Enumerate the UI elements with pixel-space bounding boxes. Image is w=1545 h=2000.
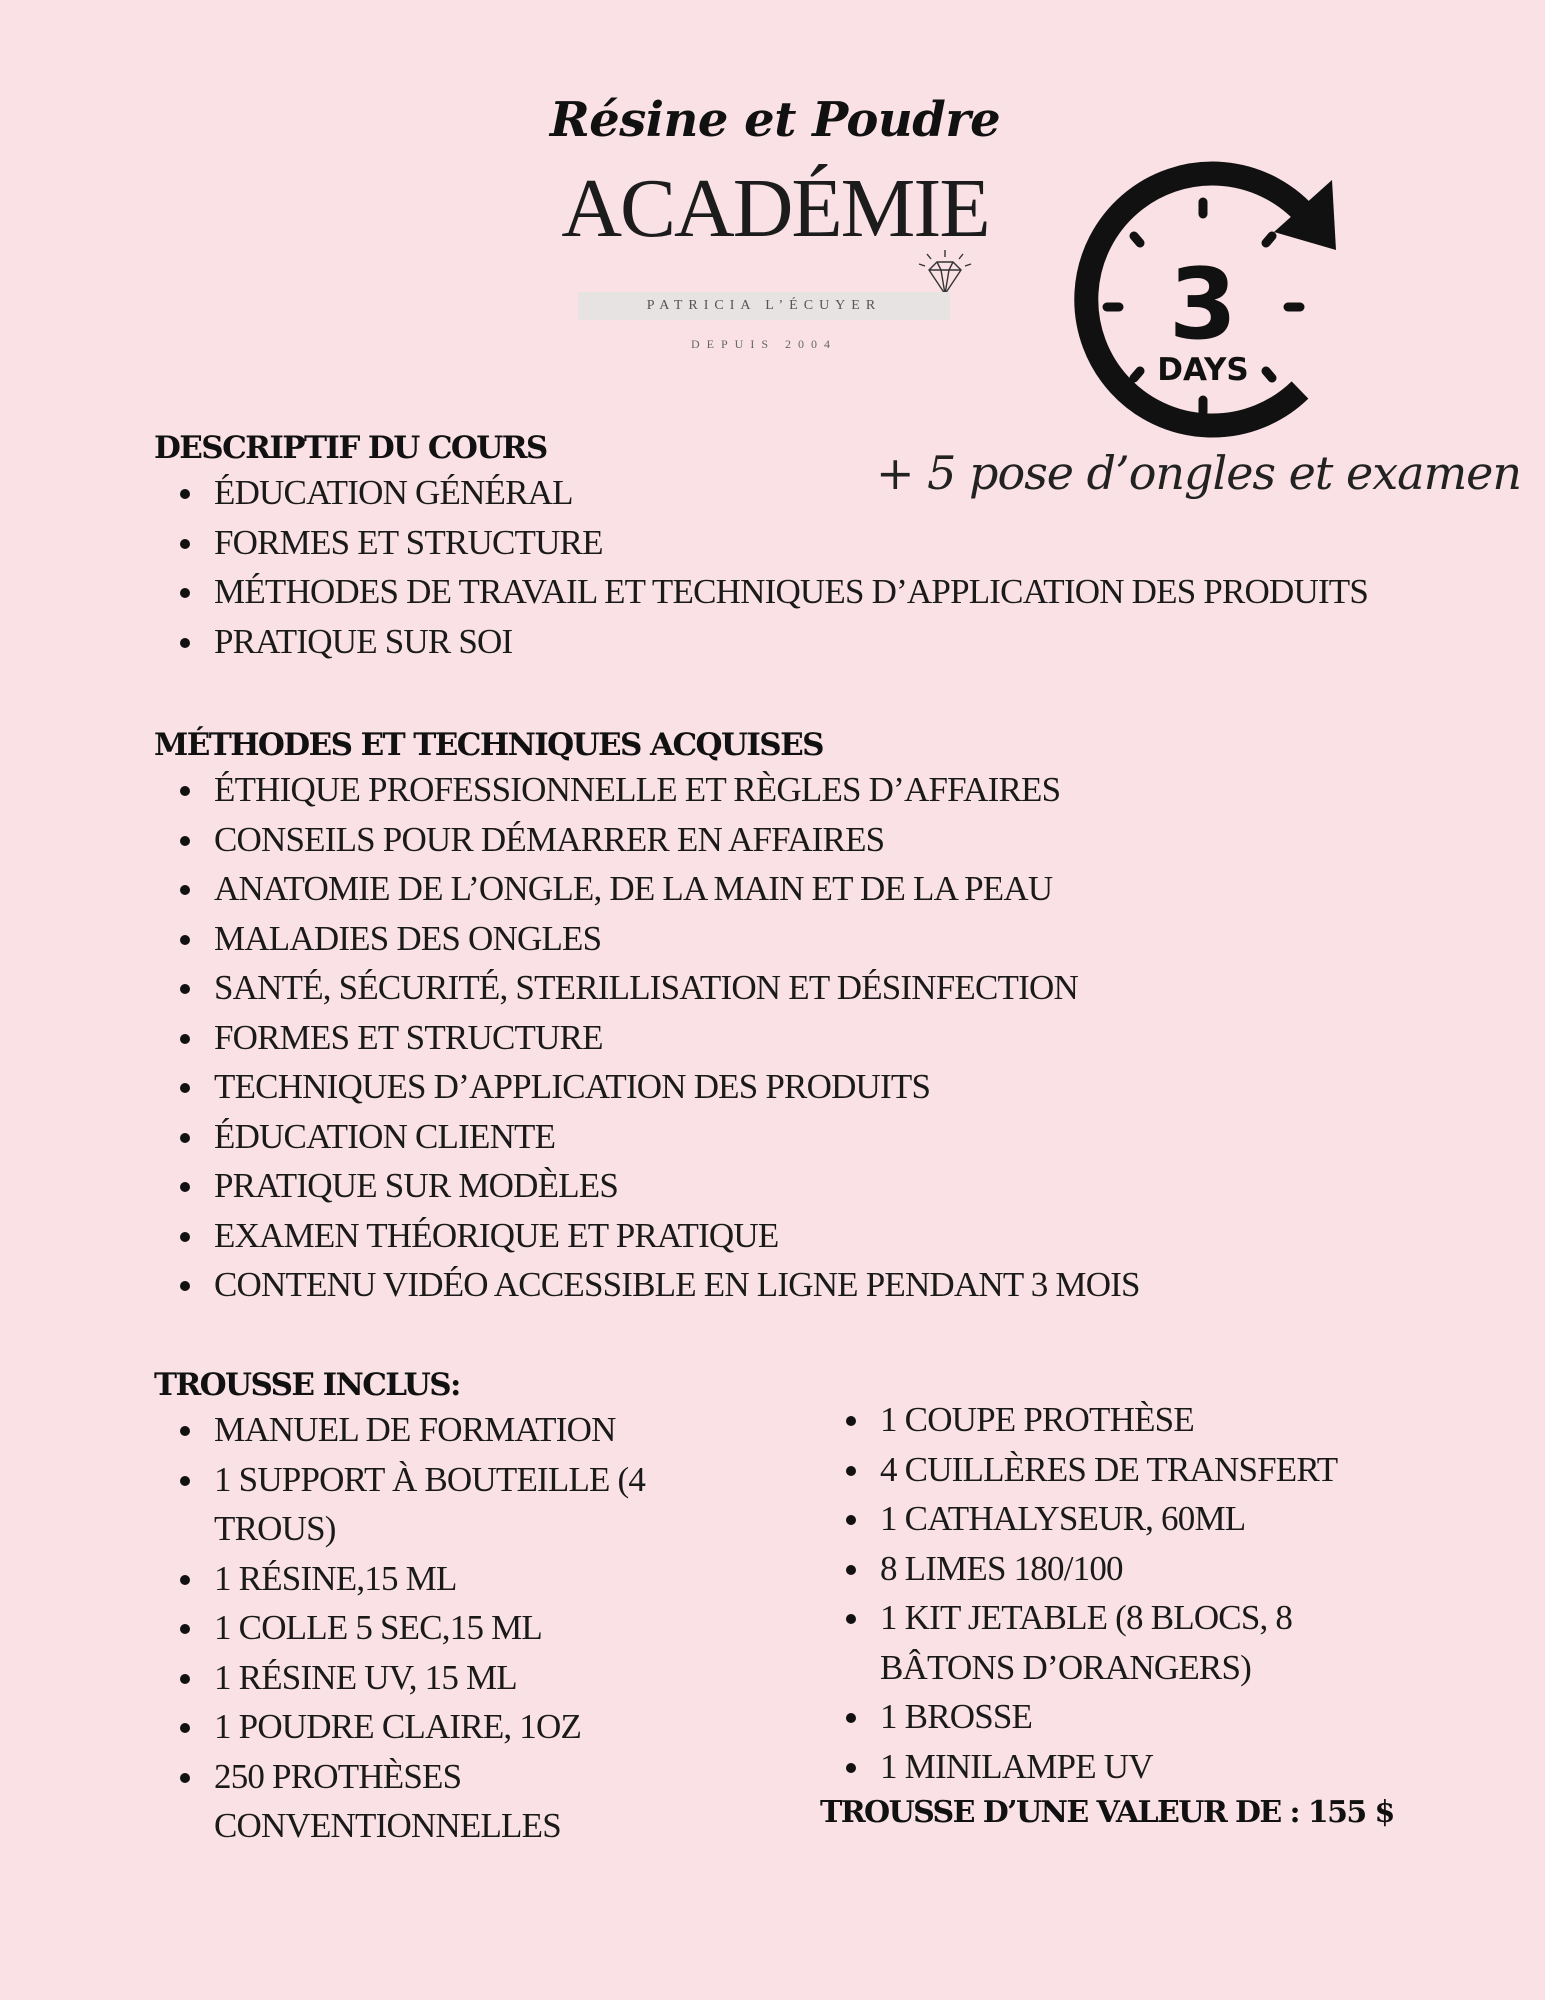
list-item: TECHNIQUES D’APPLICATION DES PRODUITS [154,1062,1454,1112]
list-item: 250 PROTHÈSES CONVENTIONNELLES [154,1752,674,1851]
brand-title-main: ACADÉMIE [561,162,989,255]
list-item: 1 MINILAMPE UV [820,1742,1380,1792]
course-title: DESCRIPTIF DU COURS [154,430,547,466]
list-item: 8 LIMES 180/100 [820,1544,1380,1594]
kit-value: TROUSSE D’UNE VALEUR DE : 155 $ [820,1795,1394,1830]
list-item: 1 RÉSINE,15 ML [154,1554,674,1604]
methods-list [154,765,1454,1310]
list-item: ÉDUCATION CLIENTE [154,1112,1454,1162]
list-item: ÉDUCATION GÉNÉRAL [154,468,1454,518]
list-item: FORMES ET STRUCTURE [154,518,1454,568]
brand-title-script: Résine et Poudre [549,92,1001,148]
list-item: 1 POUDRE CLAIRE, 1OZ [154,1702,674,1752]
timer-3-days-icon [1060,150,1350,450]
kit-list-left [154,1405,674,1851]
list-item: ANATOMIE DE L’ONGLE, DE LA MAIN ET DE LA PEAU [154,864,1454,914]
list-item: PRATIQUE SUR MODÈLES [154,1161,1454,1211]
list-item: MANUEL DE FORMATION [154,1405,674,1455]
brand-name-band: PATRICIA L’ÉCUYER [578,292,950,320]
list-item: MÉTHODES DE TRAVAIL ET TECHNIQUES D’APPLICATION DES PRODUITS [154,567,1454,617]
list-item: PRATIQUE SUR SOI [154,617,1454,667]
methods-title: MÉTHODES ET TECHNIQUES ACQUISES [154,727,823,763]
kit-section-left [154,1365,674,1851]
script-note: + 5 pose d’ongles et examen [876,446,1522,500]
course-list [154,468,1454,666]
timer-number: 3 [1168,248,1238,362]
kit-list-right [820,1395,1380,1791]
list-item: 1 RÉSINE UV, 15 ML [154,1653,674,1703]
methods-section [154,725,1454,1310]
list-item: 1 BROSSE [820,1692,1380,1742]
list-item: FORMES ET STRUCTURE [154,1013,1454,1063]
timer-unit: DAYS [1157,352,1249,388]
list-item: CONSEILS POUR DÉMARRER EN AFFAIRES [154,815,1454,865]
list-item: 1 COLLE 5 SEC,15 ML [154,1603,674,1653]
list-item: 1 CATHALYSEUR, 60ML [820,1494,1380,1544]
list-item: SANTÉ, SÉCURITÉ, STERILLISATION ET DÉSINFECTION [154,963,1454,1013]
list-item: 1 SUPPORT À BOUTEILLE (4 TROUS) [154,1455,674,1554]
list-item: EXAMEN THÉORIQUE ET PRATIQUE [154,1211,1454,1261]
list-item: 1 KIT JETABLE (8 BLOCS, 8 BÂTONS D’ORANGERS) [820,1593,1380,1692]
list-item: CONTENU VIDÉO ACCESSIBLE EN LIGNE PENDANT 3 MOIS [154,1260,1454,1310]
brand-since: DEPUIS 2004 [690,337,837,351]
list-item: MALADIES DES ONGLES [154,914,1454,964]
kit-section-right [820,1395,1394,1835]
list-item: 4 CUILLÈRES DE TRANSFERT [820,1445,1380,1495]
course-section [154,428,1454,666]
list-item: 1 COUPE PROTHÈSE [820,1395,1380,1445]
header [0,0,1545,400]
kit-title: TROUSSE INCLUS: [154,1367,460,1403]
list-item: ÉTHIQUE PROFESSIONNELLE ET RÈGLES D’AFFAIRES [154,765,1454,815]
